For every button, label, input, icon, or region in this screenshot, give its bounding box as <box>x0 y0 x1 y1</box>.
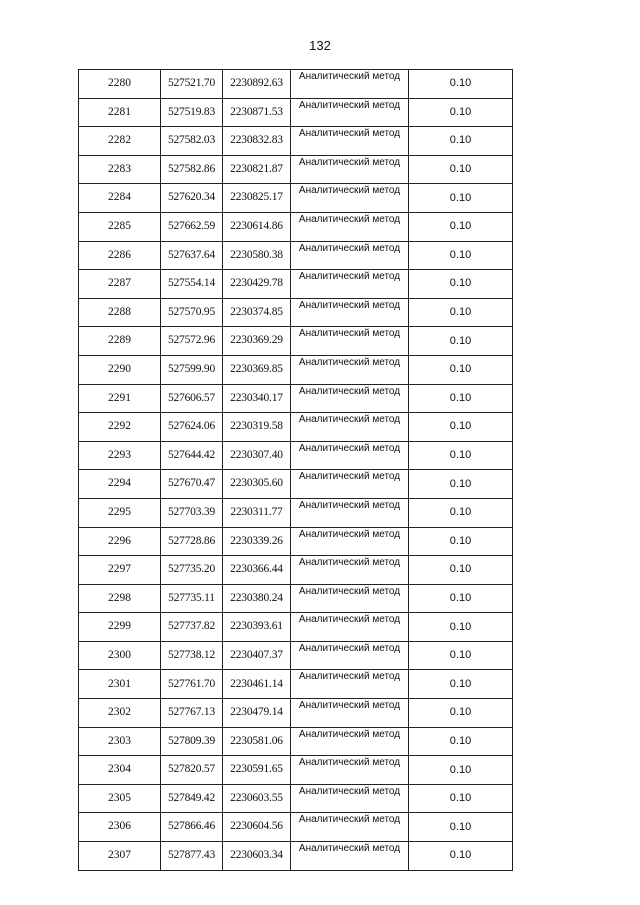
table-row <box>79 212 513 241</box>
method-cell: Аналитический метод <box>291 670 409 699</box>
table-row <box>79 98 513 127</box>
accuracy-cell: 0.10 <box>409 241 513 270</box>
y-coordinate-cell: 2230871.53 <box>223 98 291 127</box>
x-coordinate-cell: 527849.42 <box>161 784 223 813</box>
table-row <box>79 327 513 356</box>
accuracy-cell: 0.10 <box>409 270 513 299</box>
x-coordinate-cell: 527738.12 <box>161 641 223 670</box>
x-coordinate-cell: 527599.90 <box>161 355 223 384</box>
accuracy-cell: 0.10 <box>409 756 513 785</box>
point-number-cell: 2283 <box>79 155 161 184</box>
point-number-cell: 2290 <box>79 355 161 384</box>
y-coordinate-cell: 2230461.14 <box>223 670 291 699</box>
page-number: 132 <box>309 38 331 53</box>
table-row <box>79 413 513 442</box>
x-coordinate-cell: 527820.57 <box>161 756 223 785</box>
y-coordinate-cell: 2230429.78 <box>223 270 291 299</box>
method-cell: Аналитический метод <box>291 98 409 127</box>
point-number-cell: 2297 <box>79 556 161 585</box>
table-row <box>79 470 513 499</box>
point-number-cell: 2289 <box>79 327 161 356</box>
method-cell: Аналитический метод <box>291 184 409 213</box>
method-cell: Аналитический метод <box>291 470 409 499</box>
point-number-cell: 2294 <box>79 470 161 499</box>
table-row <box>79 641 513 670</box>
x-coordinate-cell: 527582.03 <box>161 127 223 156</box>
point-number-cell: 2287 <box>79 270 161 299</box>
table-row <box>79 184 513 213</box>
y-coordinate-cell: 2230892.63 <box>223 70 291 99</box>
x-coordinate-cell: 527703.39 <box>161 498 223 527</box>
method-cell: Аналитический метод <box>291 155 409 184</box>
point-number-cell: 2292 <box>79 413 161 442</box>
y-coordinate-cell: 2230580.38 <box>223 241 291 270</box>
method-cell: Аналитический метод <box>291 384 409 413</box>
method-cell: Аналитический метод <box>291 756 409 785</box>
accuracy-cell: 0.10 <box>409 384 513 413</box>
y-coordinate-cell: 2230374.85 <box>223 298 291 327</box>
accuracy-cell: 0.10 <box>409 98 513 127</box>
y-coordinate-cell: 2230832.83 <box>223 127 291 156</box>
x-coordinate-cell: 527728.86 <box>161 527 223 556</box>
accuracy-cell: 0.10 <box>409 613 513 642</box>
x-coordinate-cell: 527570.95 <box>161 298 223 327</box>
table-row <box>79 127 513 156</box>
y-coordinate-cell: 2230369.85 <box>223 355 291 384</box>
y-coordinate-cell: 2230825.17 <box>223 184 291 213</box>
point-number-cell: 2307 <box>79 842 161 871</box>
accuracy-cell: 0.10 <box>409 298 513 327</box>
method-cell: Аналитический метод <box>291 270 409 299</box>
x-coordinate-cell: 527735.11 <box>161 584 223 613</box>
table-row <box>79 842 513 871</box>
x-coordinate-cell: 527670.47 <box>161 470 223 499</box>
y-coordinate-cell: 2230393.61 <box>223 613 291 642</box>
method-cell: Аналитический метод <box>291 527 409 556</box>
method-cell: Аналитический метод <box>291 842 409 871</box>
coordinates-table <box>78 69 513 871</box>
table-row <box>79 441 513 470</box>
x-coordinate-cell: 527809.39 <box>161 727 223 756</box>
method-cell: Аналитический метод <box>291 327 409 356</box>
table-row <box>79 756 513 785</box>
point-number-cell: 2285 <box>79 212 161 241</box>
accuracy-cell: 0.10 <box>409 155 513 184</box>
y-coordinate-cell: 2230821.87 <box>223 155 291 184</box>
y-coordinate-cell: 2230319.58 <box>223 413 291 442</box>
method-cell: Аналитический метод <box>291 355 409 384</box>
y-coordinate-cell: 2230603.34 <box>223 842 291 871</box>
accuracy-cell: 0.10 <box>409 641 513 670</box>
y-coordinate-cell: 2230581.06 <box>223 727 291 756</box>
x-coordinate-cell: 527644.42 <box>161 441 223 470</box>
point-number-cell: 2303 <box>79 727 161 756</box>
y-coordinate-cell: 2230603.55 <box>223 784 291 813</box>
x-coordinate-cell: 527866.46 <box>161 813 223 842</box>
x-coordinate-cell: 527761.70 <box>161 670 223 699</box>
method-cell: Аналитический метод <box>291 498 409 527</box>
method-cell: Аналитический метод <box>291 813 409 842</box>
y-coordinate-cell: 2230311.77 <box>223 498 291 527</box>
table-row <box>79 784 513 813</box>
method-cell: Аналитический метод <box>291 127 409 156</box>
x-coordinate-cell: 527662.59 <box>161 212 223 241</box>
accuracy-cell: 0.10 <box>409 498 513 527</box>
accuracy-cell: 0.10 <box>409 212 513 241</box>
y-coordinate-cell: 2230305.60 <box>223 470 291 499</box>
table-row <box>79 298 513 327</box>
table-row <box>79 241 513 270</box>
table-row <box>79 498 513 527</box>
point-number-cell: 2293 <box>79 441 161 470</box>
point-number-cell: 2286 <box>79 241 161 270</box>
point-number-cell: 2304 <box>79 756 161 785</box>
accuracy-cell: 0.10 <box>409 441 513 470</box>
accuracy-cell: 0.10 <box>409 670 513 699</box>
table-row <box>79 270 513 299</box>
accuracy-cell: 0.10 <box>409 527 513 556</box>
point-number-cell: 2291 <box>79 384 161 413</box>
method-cell: Аналитический метод <box>291 241 409 270</box>
accuracy-cell: 0.10 <box>409 699 513 728</box>
table-row <box>79 384 513 413</box>
x-coordinate-cell: 527877.43 <box>161 842 223 871</box>
accuracy-cell: 0.10 <box>409 184 513 213</box>
y-coordinate-cell: 2230479.14 <box>223 699 291 728</box>
x-coordinate-cell: 527624.06 <box>161 413 223 442</box>
method-cell: Аналитический метод <box>291 441 409 470</box>
accuracy-cell: 0.10 <box>409 727 513 756</box>
x-coordinate-cell: 527582.86 <box>161 155 223 184</box>
accuracy-cell: 0.10 <box>409 355 513 384</box>
y-coordinate-cell: 2230380.24 <box>223 584 291 613</box>
method-cell: Аналитический метод <box>291 727 409 756</box>
coordinates-table-body <box>79 70 513 871</box>
x-coordinate-cell: 527572.96 <box>161 327 223 356</box>
accuracy-cell: 0.10 <box>409 784 513 813</box>
point-number-cell: 2300 <box>79 641 161 670</box>
x-coordinate-cell: 527620.34 <box>161 184 223 213</box>
method-cell: Аналитический метод <box>291 613 409 642</box>
accuracy-cell: 0.10 <box>409 413 513 442</box>
method-cell: Аналитический метод <box>291 556 409 585</box>
y-coordinate-cell: 2230407.37 <box>223 641 291 670</box>
point-number-cell: 2296 <box>79 527 161 556</box>
table-row <box>79 613 513 642</box>
x-coordinate-cell: 527737.82 <box>161 613 223 642</box>
point-number-cell: 2306 <box>79 813 161 842</box>
accuracy-cell: 0.10 <box>409 556 513 585</box>
table-row <box>79 670 513 699</box>
point-number-cell: 2295 <box>79 498 161 527</box>
accuracy-cell: 0.10 <box>409 813 513 842</box>
accuracy-cell: 0.10 <box>409 127 513 156</box>
table-row <box>79 727 513 756</box>
table-row <box>79 355 513 384</box>
table-row <box>79 813 513 842</box>
table-row <box>79 584 513 613</box>
method-cell: Аналитический метод <box>291 70 409 99</box>
table-row <box>79 556 513 585</box>
x-coordinate-cell: 527554.14 <box>161 270 223 299</box>
point-number-cell: 2305 <box>79 784 161 813</box>
point-number-cell: 2299 <box>79 613 161 642</box>
method-cell: Аналитический метод <box>291 298 409 327</box>
table-row <box>79 155 513 184</box>
y-coordinate-cell: 2230614.86 <box>223 212 291 241</box>
accuracy-cell: 0.10 <box>409 70 513 99</box>
x-coordinate-cell: 527767.13 <box>161 699 223 728</box>
accuracy-cell: 0.10 <box>409 327 513 356</box>
point-number-cell: 2288 <box>79 298 161 327</box>
x-coordinate-cell: 527606.57 <box>161 384 223 413</box>
x-coordinate-cell: 527521.70 <box>161 70 223 99</box>
point-number-cell: 2301 <box>79 670 161 699</box>
method-cell: Аналитический метод <box>291 584 409 613</box>
y-coordinate-cell: 2230339.26 <box>223 527 291 556</box>
method-cell: Аналитический метод <box>291 784 409 813</box>
method-cell: Аналитический метод <box>291 699 409 728</box>
method-cell: Аналитический метод <box>291 413 409 442</box>
y-coordinate-cell: 2230307.40 <box>223 441 291 470</box>
y-coordinate-cell: 2230604.56 <box>223 813 291 842</box>
x-coordinate-cell: 527735.20 <box>161 556 223 585</box>
y-coordinate-cell: 2230366.44 <box>223 556 291 585</box>
point-number-cell: 2302 <box>79 699 161 728</box>
table-row <box>79 699 513 728</box>
y-coordinate-cell: 2230340.17 <box>223 384 291 413</box>
x-coordinate-cell: 527519.83 <box>161 98 223 127</box>
point-number-cell: 2281 <box>79 98 161 127</box>
y-coordinate-cell: 2230369.29 <box>223 327 291 356</box>
point-number-cell: 2298 <box>79 584 161 613</box>
accuracy-cell: 0.10 <box>409 470 513 499</box>
point-number-cell: 2280 <box>79 70 161 99</box>
y-coordinate-cell: 2230591.65 <box>223 756 291 785</box>
x-coordinate-cell: 527637.64 <box>161 241 223 270</box>
point-number-cell: 2284 <box>79 184 161 213</box>
table-row <box>79 70 513 99</box>
method-cell: Аналитический метод <box>291 641 409 670</box>
table-row <box>79 527 513 556</box>
method-cell: Аналитический метод <box>291 212 409 241</box>
accuracy-cell: 0.10 <box>409 842 513 871</box>
point-number-cell: 2282 <box>79 127 161 156</box>
accuracy-cell: 0.10 <box>409 584 513 613</box>
